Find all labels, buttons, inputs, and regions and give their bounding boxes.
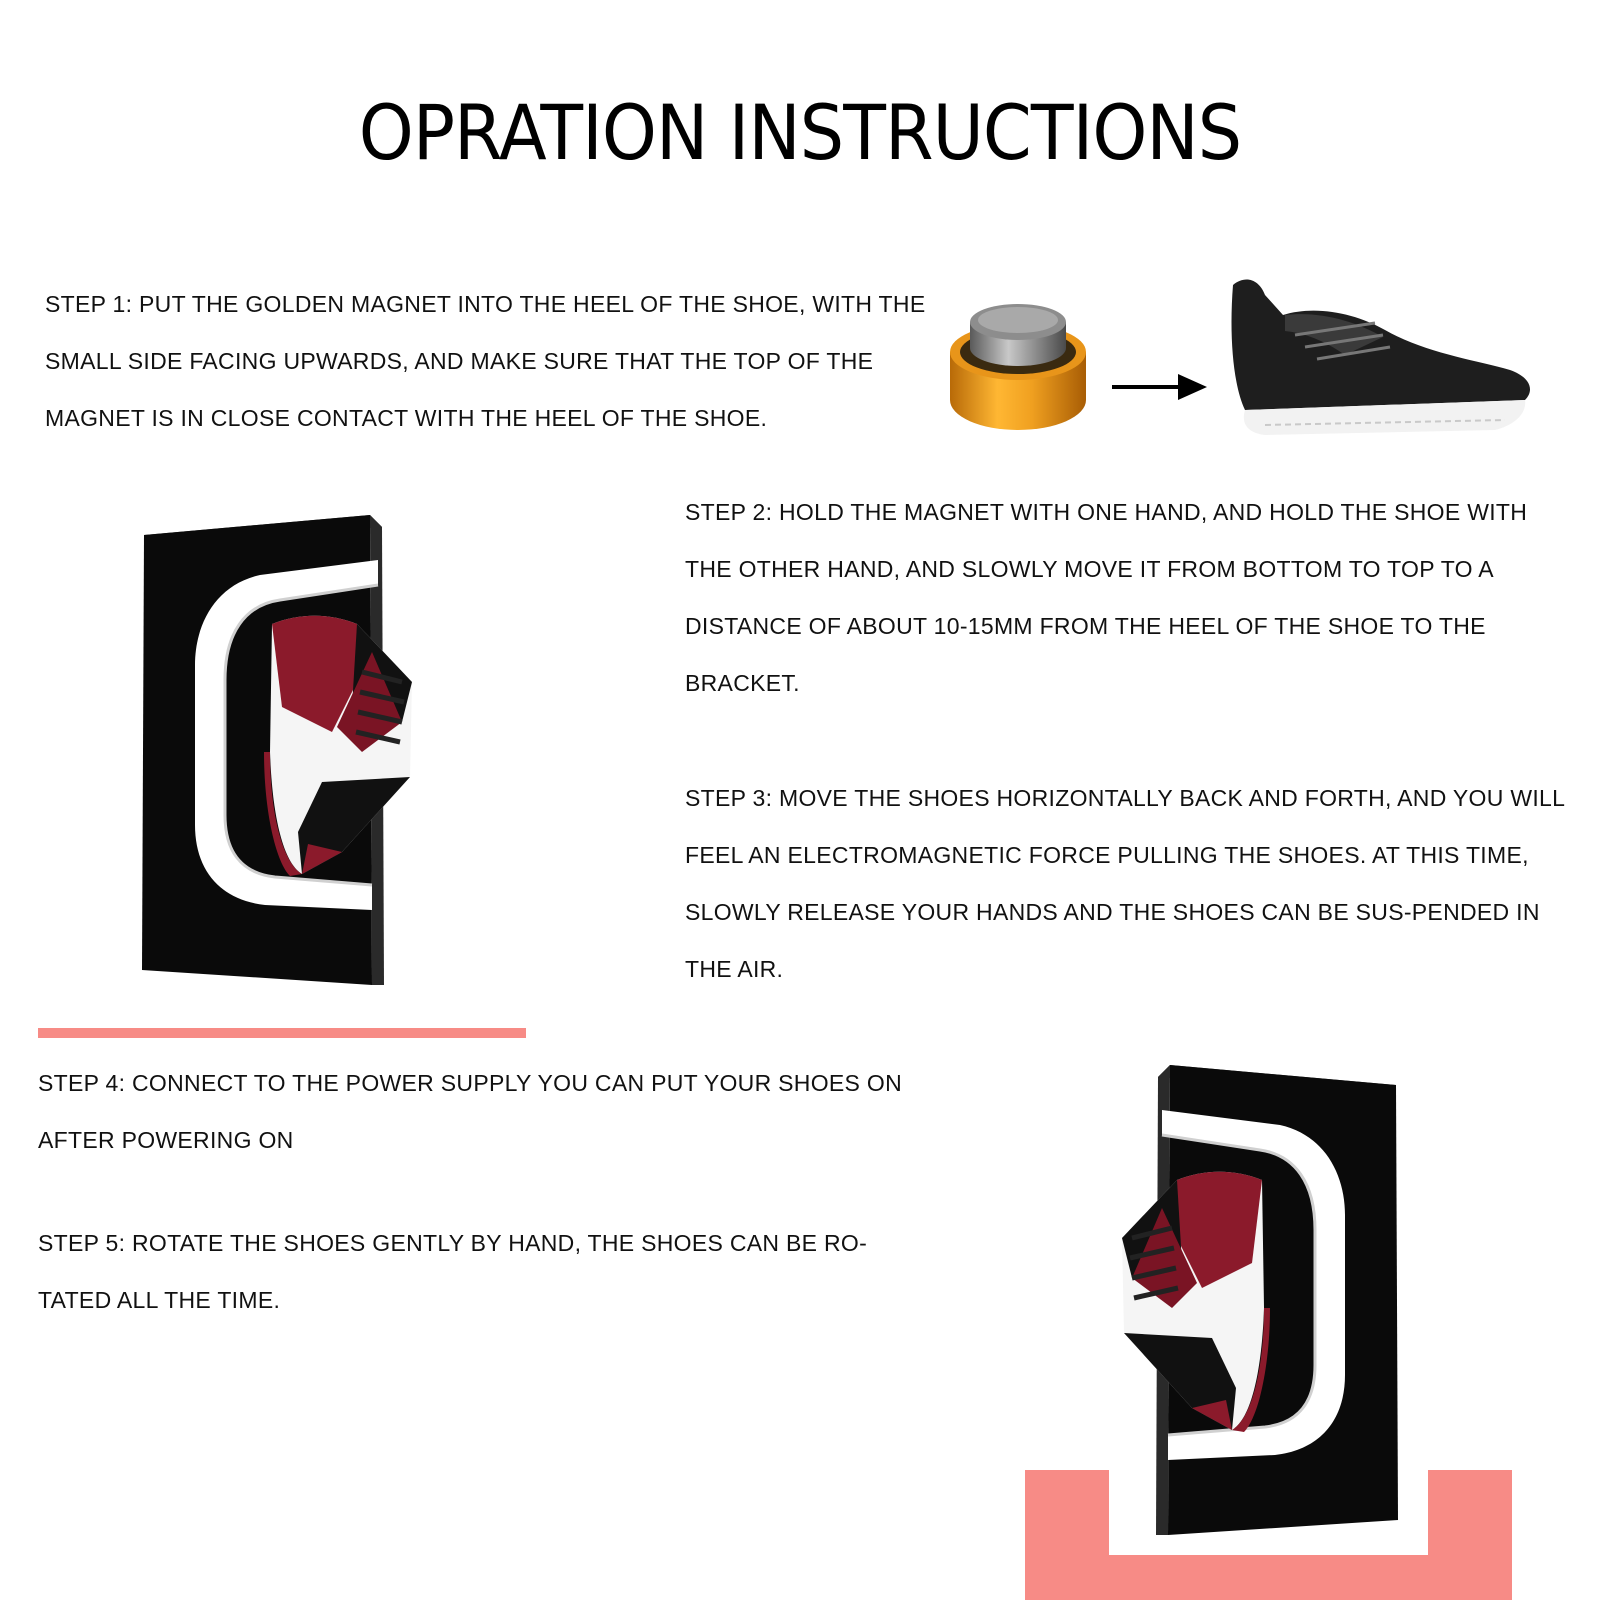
step-2-text: STEP 2: HOLD THE MAGNET WITH ONE HAND, AND HOLD THE SHOE WITH THE OTHER HAND, AND SLOWLY MOVE IT FROM BOTTOM TO TOP TO A DISTANCE OF ABOUT 10-15MM FROM THE HEEL OF THE SHOE TO THE BRACKET. (685, 499, 1528, 696)
black-sneaker-icon (1225, 275, 1535, 445)
step-3-text: STEP 3: MOVE THE SHOES HORIZONTALLY BACK AND FORTH, AND YOU WILL FEEL AN ELECTROMAGNETIC FORCE PULLING THE SHOES. AT THIS TIME, SLOWLY RELEASE YOUR HANDS AND THE SHOES CAN BE SUS-PENDED IN THE AIR. (685, 785, 1565, 982)
page-title: OPRATION INSTRUCTIONS (358, 88, 1242, 177)
step-4-text: STEP 4: CONNECT TO THE POWER SUPPLY YOU CAN PUT YOUR SHOES ON AFTER POWERING ON (38, 1070, 902, 1153)
step-5-text: STEP 5: ROTATE THE SHOES GENTLY BY HAND, THE SHOES CAN BE RO-TATED ALL THE TIME. (38, 1230, 868, 1313)
accent-divider (38, 1028, 526, 1038)
red-black-sneaker-icon (262, 612, 422, 887)
arrow-right-icon (1112, 372, 1207, 402)
golden-magnet-icon (948, 300, 1088, 435)
step-1-text: STEP 1: PUT THE GOLDEN MAGNET INTO THE HEEL OF THE SHOE, WITH THE SMALL SIDE FACING UPWARDS, AND MAKE SURE THAT THE TOP OF THE MAGNET IS IN CLOSE CONTACT WITH THE HEEL OF THE SHOE. (45, 291, 926, 431)
accent-frame-bottom (1025, 1555, 1512, 1600)
red-black-sneaker-icon (1112, 1168, 1272, 1443)
